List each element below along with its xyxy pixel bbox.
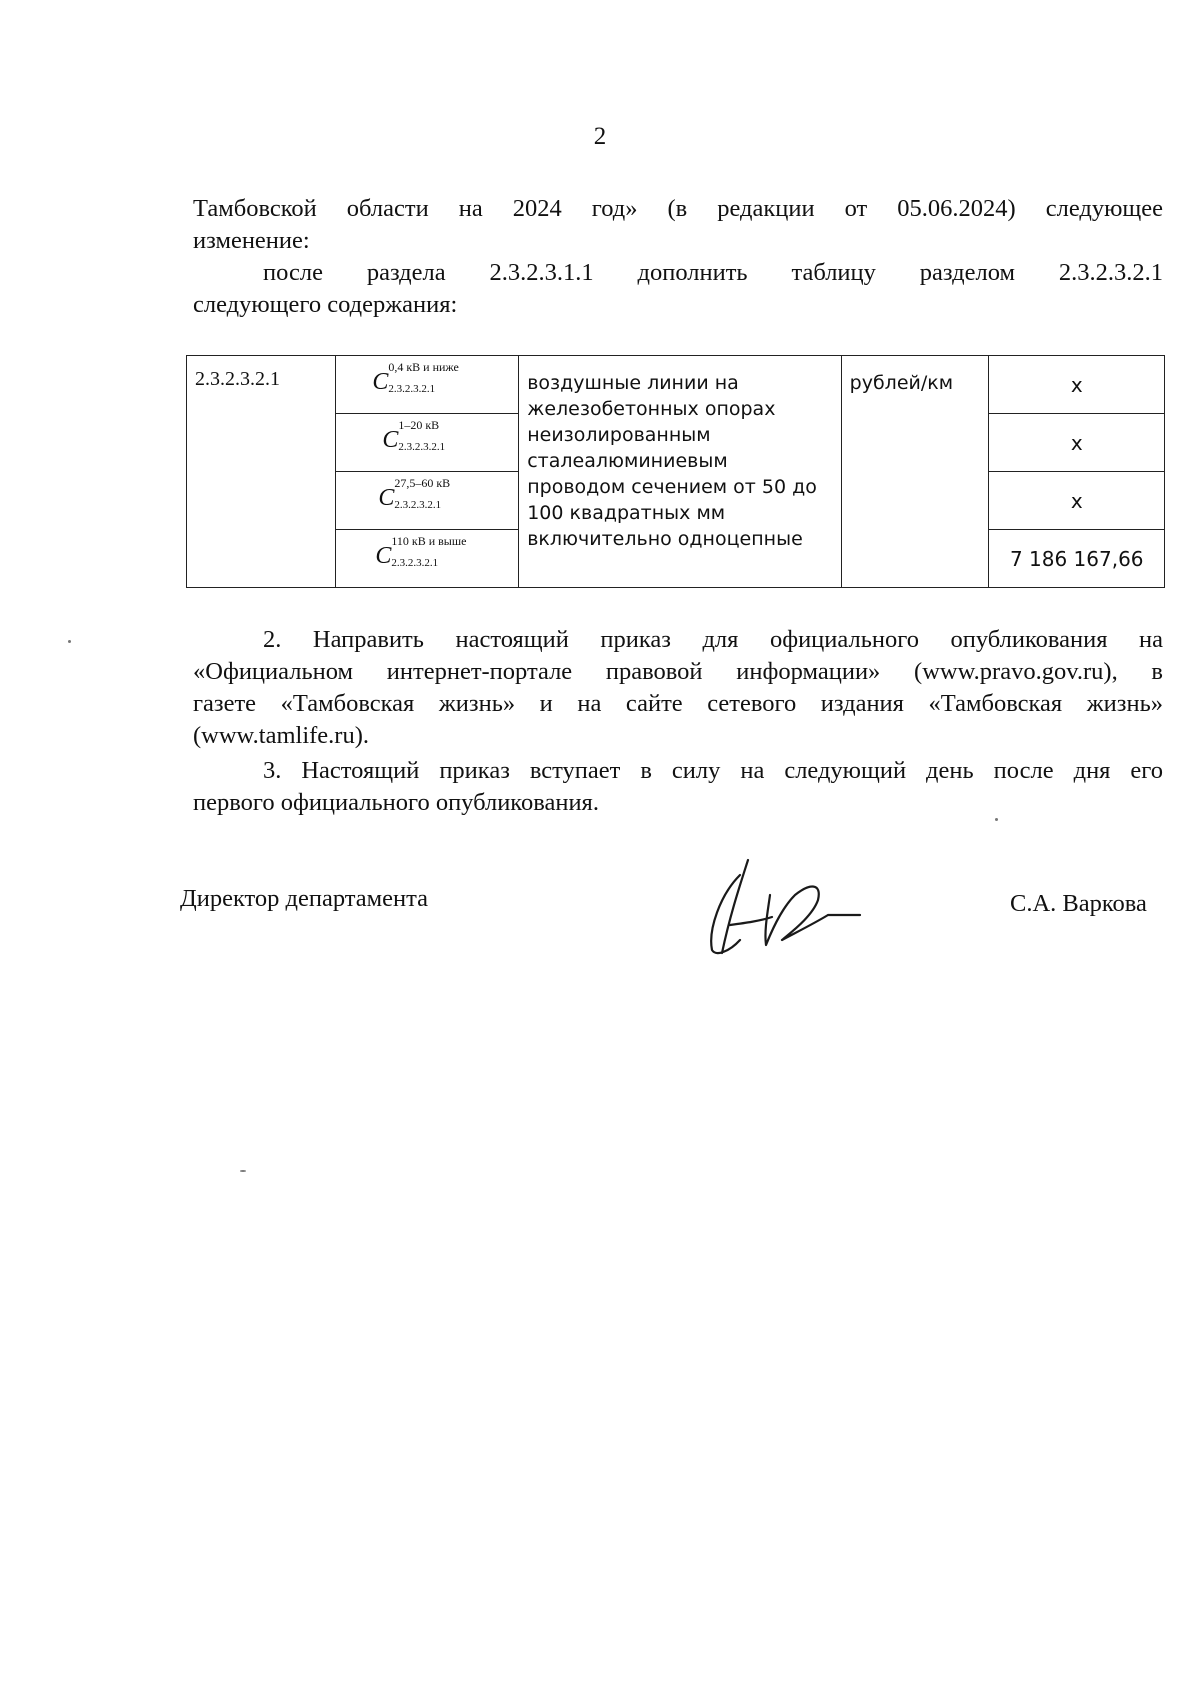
handwritten-signature — [700, 855, 880, 960]
intro-paragraph — [193, 193, 1163, 257]
signatory-position: Директор департамента — [180, 885, 429, 912]
intro-line-2: изменение: — [193, 227, 310, 254]
item-2-line-3: газете «Тамбовская жизнь» и на сайте сетевого издания «Тамбовская жизнь» — [193, 690, 1163, 717]
scan-speck — [68, 640, 71, 643]
tariff-table — [186, 355, 1165, 588]
rate-formula: C 110 кВ и выше 2.3.2.3.2.1 — [375, 533, 467, 569]
formula-cell — [336, 414, 519, 472]
insert-line-1: после раздела 2.3.2.3.1.1 дополнить таблицу разделом 2.3.2.3.2.1 — [263, 259, 1163, 286]
formula-cell — [336, 356, 519, 414]
section-code: 2.3.2.3.2.1 — [187, 356, 336, 588]
rate-formula: C 0,4 кВ и ниже 2.3.2.3.2.1 — [372, 359, 459, 395]
item-2-paragraph — [193, 624, 1163, 752]
item-2-line-2: «Официальном интернет-портале правовой информации» (www.pravo.gov.ru), в — [193, 658, 1163, 685]
item-3-line-1: 3. Настоящий приказ вступает в силу на следующий день после дня его — [263, 757, 1163, 784]
formula-cell — [336, 530, 519, 588]
rate-formula: C 1–20 кВ 2.3.2.3.2.1 — [382, 417, 446, 453]
unit-cell: рублей/км — [841, 356, 989, 588]
line-description: воздушные линии на железобетонных опорах неизолированным сталеалюминиевым проводом сечением от 50 до 100 квадратных мм включительно одноцепные — [519, 356, 841, 588]
rate-formula: C 27,5–60 кВ 2.3.2.3.2.1 — [378, 475, 451, 511]
scan-speck — [240, 1170, 246, 1172]
item-2-line-4: (www.tamlife.ru). — [193, 722, 369, 749]
item-2-line-1: 2. Направить настоящий приказ для официального опубликования на — [263, 626, 1163, 653]
formula-cell — [336, 472, 519, 530]
insert-instruction — [193, 257, 1163, 321]
table-row — [187, 356, 1165, 414]
item-3-paragraph — [193, 755, 1163, 819]
item-3-line-2: первого официального опубликования. — [193, 789, 599, 816]
scan-speck — [995, 818, 998, 821]
page-number: 2 — [593, 123, 607, 150]
value-cell: х — [989, 356, 1165, 414]
intro-line-1: Тамбовской области на 2024 год» (в редакции от 05.06.2024) следующее — [193, 195, 1163, 222]
insert-line-2: следующего содержания: — [193, 291, 458, 318]
signatory-name: С.А. Варкова — [1010, 890, 1147, 917]
value-cell: х — [989, 414, 1165, 472]
value-cell: 7 186 167,66 — [989, 530, 1165, 588]
value-cell: х — [989, 472, 1165, 530]
